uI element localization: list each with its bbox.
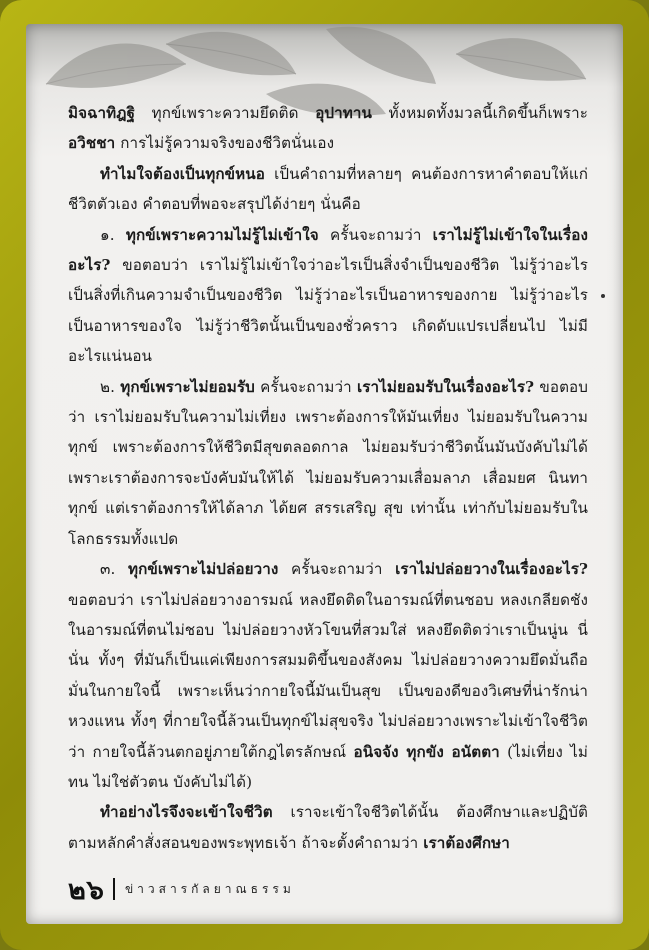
speck-mark (601, 294, 605, 298)
paragraph-5 (68, 554, 588, 797)
text-run: เป็นคำถามที่หลายๆ คนต้องการหาคำตอบให้แก่ชีวิตตัวเอง คำตอบที่พอจะสรุปได้ง่ายๆ นั่นคือ (68, 164, 588, 214)
page-number: ๒๖ (68, 874, 105, 906)
text-run: ครั้นจะถามว่า (278, 560, 396, 579)
text-run: การไม่รู้ความจริงของชีวิตนั่นเอง (115, 134, 335, 153)
bold-text-run: ทำอย่างไรจึงจะเข้าใจชีวิต (100, 803, 273, 822)
bold-text-run: มิจฉาทิฎฐิ (68, 104, 136, 122)
text-run: ๓. (100, 560, 128, 579)
bold-text-run: เราไม่ปล่อยวางในเรื่องอะไร? (395, 560, 588, 579)
paragraph-3 (68, 220, 588, 372)
text-run: ๑. (100, 225, 126, 244)
page-footer (68, 872, 295, 906)
bold-text-run: ทำไมใจต้องเป็นทุกข์หนอ (100, 164, 265, 183)
footer-divider (113, 878, 115, 900)
text-run: ครั้นจะถามว่า (318, 225, 433, 244)
magazine-title: ข่าวสารกัลยาณธรรม (124, 881, 295, 896)
text-run: ขอตอบว่า เราไม่รู้ไม่เข้าใจว่าอะไรเป็นสิ่งจำเป็นของชีวิต ไม่รู้ว่าอะไรเป็นสิ่งที่เกินความจำเป็นของชีวิต ไม่รู้ว่าอะไรเป็นอาหารของกาย ไม่รู้ว่าอะไรเป็นอาหารของใจ ไม่รู้ว่าชีวิตนั้นเป็นของชั่วคราว เกิดดับแปรเปลี่ยนไป ไม่มีอะไรแน่นอน (68, 256, 588, 366)
paragraph-4 (68, 372, 588, 554)
paragraph-1 (68, 98, 588, 159)
text-run: ครั้นจะถามว่า (254, 377, 357, 396)
paragraph-2 (68, 159, 588, 220)
bold-text-run: เราต้องศึกษา (423, 833, 510, 852)
article-body (68, 98, 588, 858)
bold-text-run: อุปาทาน (315, 104, 372, 122)
paragraph-6 (68, 797, 588, 858)
text-run: เราจะเข้าใจชีวิตได้นั้น ต้องศึกษาและปฏิบัติตามหลักคำสั่งสอนของพระพุทธเจ้า ถ้าจะตั้งคำถามว่า (68, 803, 588, 852)
text-run: ทุกข์เพราะความยึดติด (135, 104, 316, 122)
bold-text-run: อนิจจัง ทุกขัง อนัตตา (353, 742, 500, 761)
text-run: ๒. (100, 377, 121, 396)
bold-text-run: ทุกข์เพราะไม่ปล่อยวาง (127, 560, 279, 579)
text-run: ทั้งหมดทั้งมวลนี้เกิดขึ้นก็เพราะ (372, 104, 588, 122)
magazine-page (26, 24, 623, 924)
text-run: ขอตอบว่า เราไม่ปล่อยวางอารมณ์ หลงยึดติดในอารมณ์ที่ตนชอบ หลงเกลียดชังในอารมณ์ที่ตนไม่ชอบ ไม่ปล่อยวางหัวโขนที่สวมใส่ หลงยึดติดว่าเราเป็นนู่น นี่ นั่น ทั้งๆ ที่มันก็เป็นแค่เพียงการสมมติขึ้นของสังคม ไม่ปล่อยวางความยึดมั่นถือมั่นในกายใจนี้ เพราะเห็นว่ากายใจนี้มันเป็นสุข เป็นของดีของวิเศษที่น่ารักน่าหวงแหน ทั้งๆ ที่กายใจนี้ล้วนเป็นทุกข์ไม่สุขจริง ไม่ปล่อยวางเพราะไม่เข้าใจชีวิตว่า กายใจนี้ล้วนตกอยู่ภายใต้กฎไตรลักษณ์ (68, 590, 588, 761)
bold-text-run: เราไม่ยอมรับในเรื่องอะไร? (356, 377, 535, 396)
bold-text-run: ทุกข์เพราะไม่ยอมรับ (120, 377, 255, 396)
bold-text-run: เราไม่รู้ไม่เข้าใจในเรื่องอะไร? (68, 225, 588, 275)
text-run: (ไม่เที่ยง ไม่ทน ไม่ใช่ตัวตน บังคับไม่ได้) (68, 742, 589, 791)
text-run: ขอตอบว่า เราไม่ยอมรับในความไม่เที่ยง เพราะต้องการให้มันเที่ยง ไม่ยอมรับในความทุกข์ เพราะต้องการให้ชีวิตมีสุขตลอดกาล ไม่ยอมรับว่าชีวิตนั้นมันบังคับไม่ได้ เพราะเราต้องการจะบังคับมันให้ได้ ไม่ยอมรับความเสื่อมลาภ เสื่อมยศ นินทา ทุกข์ แต่เราต้องการให้ได้ลาภ ได้ยศ สรรเสริญ สุข เท่านั้น เท่ากับไม่ยอมรับในโลกธรรมทั้งแปด (68, 377, 588, 548)
bold-text-run: อวิชชา (68, 134, 116, 153)
bold-text-run: ทุกข์เพราะความไม่รู้ไม่เข้าใจ (125, 225, 319, 244)
